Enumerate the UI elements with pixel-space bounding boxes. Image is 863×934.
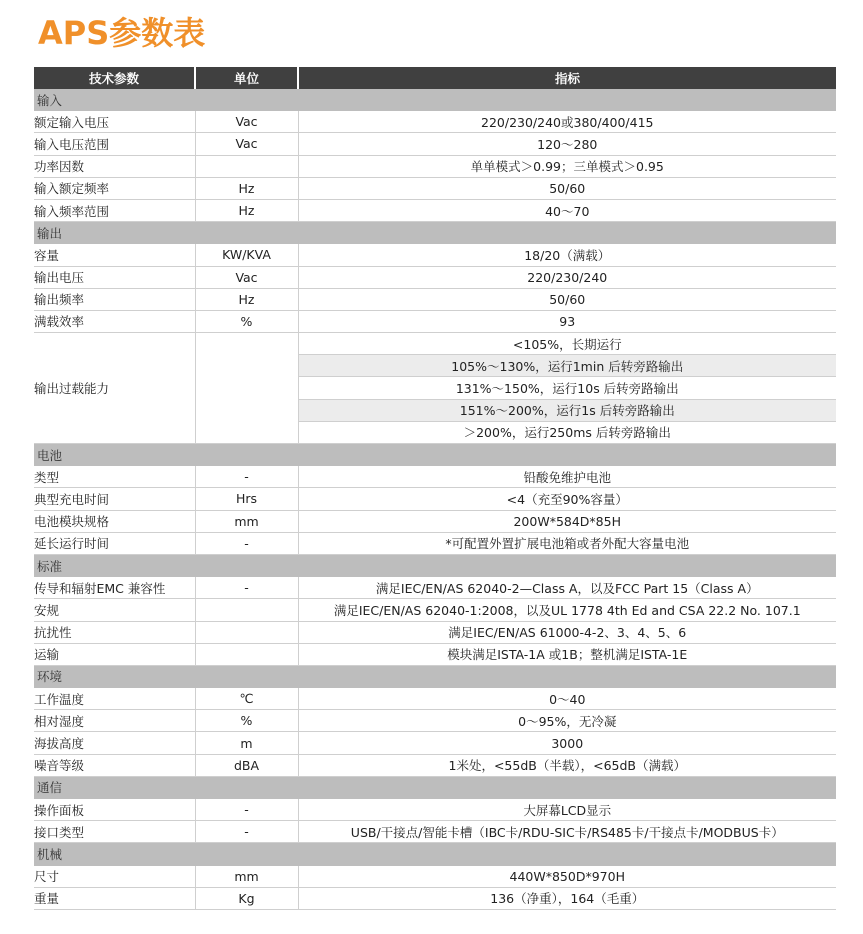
param-value: 50/60	[298, 288, 836, 310]
param-unit: Hrs	[195, 488, 298, 510]
param-unit: -	[195, 821, 298, 843]
param-value: 200W*584D*85H	[298, 510, 836, 532]
param-name: 输入电压范围	[34, 133, 195, 155]
section-label: 标准	[34, 554, 836, 576]
table-row	[34, 643, 836, 665]
param-value: 136（净重），164（毛重）	[298, 887, 836, 909]
table-row	[34, 710, 836, 732]
section-row-environment	[34, 665, 836, 687]
param-name: 电池模块规格	[34, 510, 195, 532]
table-row	[34, 732, 836, 754]
param-name: 海拔高度	[34, 732, 195, 754]
param-value: 40～70	[298, 199, 836, 221]
param-unit: Vac	[195, 266, 298, 288]
param-value: 满足IEC/EN/AS 62040-1:2008，以及UL 1778 4th Ed and CSA 22.2 No. 107.1	[298, 599, 836, 621]
param-value: 满足IEC/EN/AS 61000-4-2、3、4、5、6	[298, 621, 836, 643]
table-row	[34, 510, 836, 532]
param-name: 运输	[34, 643, 195, 665]
section-label: 机械	[34, 843, 836, 865]
table-row	[34, 754, 836, 776]
param-unit: -	[195, 532, 298, 554]
param-name: 输出频率	[34, 288, 195, 310]
spec-table	[34, 67, 836, 910]
section-label: 电池	[34, 444, 836, 466]
param-unit: -	[195, 799, 298, 821]
param-value: <105%，长期运行	[298, 333, 836, 355]
param-name: 相对湿度	[34, 710, 195, 732]
param-value: 1米处，<55dB（半载），<65dB（满载）	[298, 754, 836, 776]
table-row	[34, 621, 836, 643]
section-label: 环境	[34, 665, 836, 687]
header-unit: 单位	[195, 67, 298, 89]
table-row	[34, 266, 836, 288]
section-row-output	[34, 222, 836, 244]
page-title: APS参数表	[38, 14, 206, 52]
param-unit: ℃	[195, 688, 298, 710]
section-row-battery	[34, 444, 836, 466]
param-name: 额定输入电压	[34, 111, 195, 133]
param-value: 440W*850D*970H	[298, 865, 836, 887]
param-value: 0～95%，无冷凝	[298, 710, 836, 732]
param-value: 满足IEC/EN/AS 62040-2—Class A，以及FCC Part 15（Class A）	[298, 577, 836, 599]
param-value: 105%～130%，运行1min 后转旁路输出	[298, 355, 836, 377]
param-unit: Hz	[195, 288, 298, 310]
param-name: 输入频率范围	[34, 199, 195, 221]
table-row	[34, 177, 836, 199]
param-unit: Hz	[195, 199, 298, 221]
param-value: 131%～150%，运行10s 后转旁路输出	[298, 377, 836, 399]
param-name: 类型	[34, 466, 195, 488]
table-row	[34, 532, 836, 554]
header-param: 技术参数	[34, 67, 195, 89]
table-row	[34, 111, 836, 133]
table-row	[34, 865, 836, 887]
param-name: 延长运行时间	[34, 532, 195, 554]
param-value: 单单模式＞0.99；三单模式＞0.95	[298, 155, 836, 177]
table-row	[34, 799, 836, 821]
param-unit	[195, 643, 298, 665]
param-unit: dBA	[195, 754, 298, 776]
table-row	[34, 821, 836, 843]
param-value: ＞200%，运行250ms 后转旁路输出	[298, 421, 836, 443]
param-name: 传导和辐射EMC 兼容性	[34, 577, 195, 599]
param-name: 典型充电时间	[34, 488, 195, 510]
param-unit	[195, 621, 298, 643]
param-name: 容量	[34, 244, 195, 266]
section-row-mechanical	[34, 843, 836, 865]
param-name: 重量	[34, 887, 195, 909]
table-row	[34, 133, 836, 155]
table-row	[34, 310, 836, 332]
param-value: 93	[298, 310, 836, 332]
table-row	[34, 155, 836, 177]
param-value: <4（充至90%容量）	[298, 488, 836, 510]
table-row	[34, 577, 836, 599]
param-name: 输出过载能力	[34, 333, 195, 444]
section-label: 通信	[34, 776, 836, 798]
table-row	[34, 688, 836, 710]
param-name: 接口类型	[34, 821, 195, 843]
table-header-row	[34, 67, 836, 89]
param-unit	[195, 333, 298, 444]
table-row	[34, 333, 836, 355]
table-row	[34, 599, 836, 621]
param-name: 功率因数	[34, 155, 195, 177]
param-unit: Hz	[195, 177, 298, 199]
param-name: 输入额定频率	[34, 177, 195, 199]
param-name: 满载效率	[34, 310, 195, 332]
param-value: *可配置外置扩展电池箱或者外配大容量电池	[298, 532, 836, 554]
param-value: USB/干接点/智能卡槽（IBC卡/RDU-SIC卡/RS485卡/干接点卡/MODBUS卡）	[298, 821, 836, 843]
param-value: 151%～200%，运行1s 后转旁路输出	[298, 399, 836, 421]
section-row-input	[34, 89, 836, 111]
param-value: 50/60	[298, 177, 836, 199]
section-row-comm	[34, 776, 836, 798]
param-name: 输出电压	[34, 266, 195, 288]
param-unit: KW/KVA	[195, 244, 298, 266]
param-unit: Vac	[195, 111, 298, 133]
param-unit: Kg	[195, 887, 298, 909]
param-value: 220/230/240或380/400/415	[298, 111, 836, 133]
param-value: 3000	[298, 732, 836, 754]
param-name: 工作温度	[34, 688, 195, 710]
section-label: 输出	[34, 222, 836, 244]
param-name: 噪音等级	[34, 754, 195, 776]
table-row	[34, 466, 836, 488]
param-value: 大屏幕LCD显示	[298, 799, 836, 821]
param-unit	[195, 599, 298, 621]
param-unit: m	[195, 732, 298, 754]
param-unit: mm	[195, 865, 298, 887]
param-value: 120～280	[298, 133, 836, 155]
param-unit: mm	[195, 510, 298, 532]
section-row-standard	[34, 554, 836, 576]
param-value: 0～40	[298, 688, 836, 710]
param-value: 铅酸免维护电池	[298, 466, 836, 488]
header-value: 指标	[298, 67, 836, 89]
param-value: 模块满足ISTA-1A 或1B；整机满足ISTA-1E	[298, 643, 836, 665]
param-unit: %	[195, 310, 298, 332]
table-row	[34, 887, 836, 909]
param-unit: %	[195, 710, 298, 732]
param-unit: -	[195, 466, 298, 488]
table-row	[34, 244, 836, 266]
param-name: 安规	[34, 599, 195, 621]
param-value: 220/230/240	[298, 266, 836, 288]
param-name: 尺寸	[34, 865, 195, 887]
param-name: 操作面板	[34, 799, 195, 821]
section-label: 输入	[34, 89, 836, 111]
param-unit: -	[195, 577, 298, 599]
param-name: 抗扰性	[34, 621, 195, 643]
param-value: 18/20（满载）	[298, 244, 836, 266]
table-row	[34, 199, 836, 221]
table-row	[34, 288, 836, 310]
param-unit: Vac	[195, 133, 298, 155]
table-row	[34, 488, 836, 510]
param-unit	[195, 155, 298, 177]
